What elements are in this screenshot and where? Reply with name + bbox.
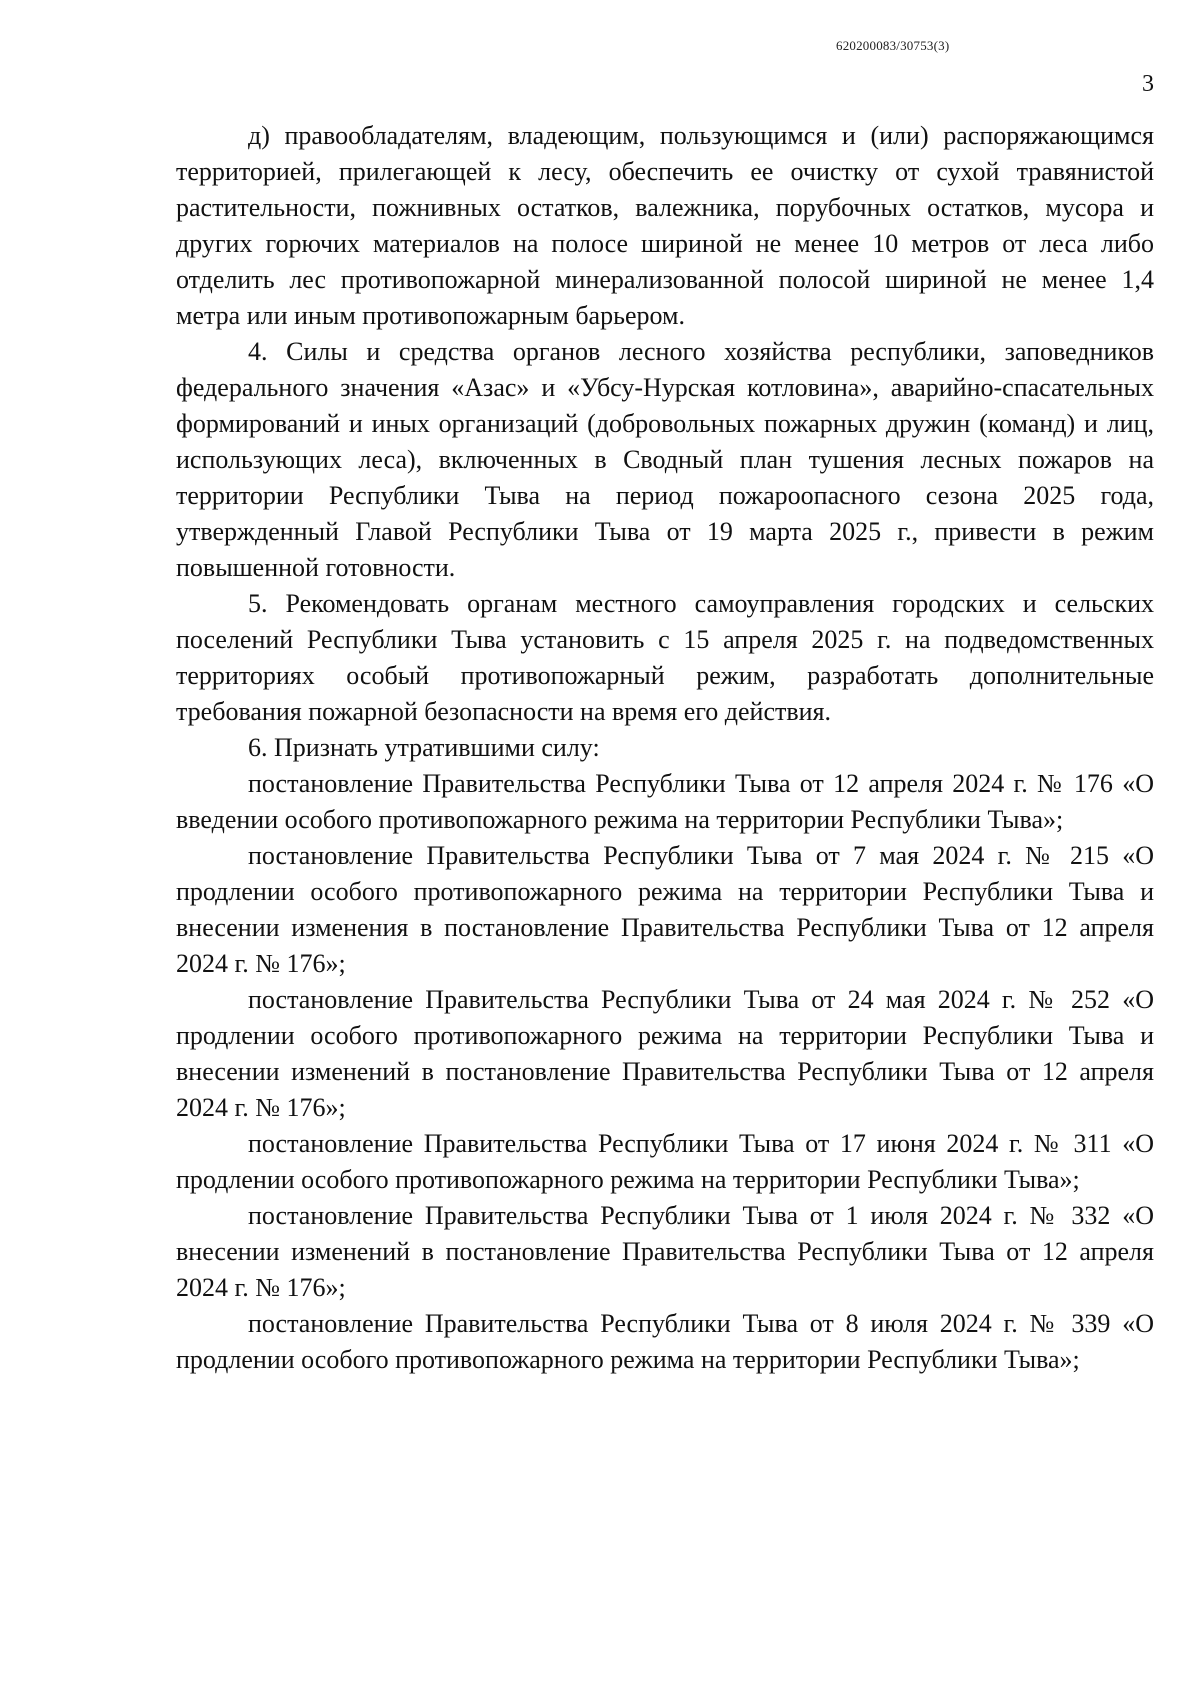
- paragraph-item-4: 4. Силы и средства органов лесного хозяйства республики, заповедников федерального значения «Азас» и «Убсу-Нурская котловина», аварийно-спасательных формирований и иных организаций (добровольных пожарных дружин (команд) и лиц, использующих леса), включенных в Сводный план тушения лесных пожаров на территории Республики Тыва на период пожароопасного сезона 2025 года, утвержденный Главой Республики Тыва от 19 марта 2025 г., привести в режим повышенной готовности.: [176, 337, 1154, 582]
- paragraph-item-6: 6. Признать утратившими силу:: [248, 733, 600, 762]
- paragraph-resolution-252: постановление Правительства Республики Тыва от 24 мая 2024 г. № 252 «О продлении особого противопожарного режима на территории Республики Тыва и внесении изменений в постановление Правительства Республики Тыва от 12 апреля 2024 г. № 176»;: [176, 985, 1154, 1122]
- page-number: 3: [1142, 71, 1154, 97]
- paragraph-resolution-339: постановление Правительства Республики Тыва от 8 июля 2024 г. № 339 «О продлении особого противопожарного режима на территории Республики Тыва»;: [176, 1309, 1154, 1374]
- paragraph-resolution-215: постановление Правительства Республики Тыва от 7 мая 2024 г. № 215 «О продлении особого противопожарного режима на территории Республики Тыва и внесении изменения в постановление Правительства Республики Тыва от 12 апреля 2024 г. № 176»;: [176, 841, 1154, 978]
- paragraph-resolution-176: постановление Правительства Республики Тыва от 12 апреля 2024 г. № 176 «О введении особого противопожарного режима на территории Республики Тыва»;: [176, 769, 1154, 834]
- paragraph-item-5: 5. Рекомендовать органам местного самоуправления городских и сельских поселений Республики Тыва установить с 15 апреля 2025 г. на подведомственных территориях особый противопожарный режим, разработать дополнительные требования пожарной безопасности на время его действия.: [176, 589, 1154, 726]
- document-id: 620200083/30753(3): [836, 38, 950, 53]
- paragraph-resolution-332: постановление Правительства Республики Тыва от 1 июля 2024 г. № 332 «О внесении изменений в постановление Правительства Республики Тыва от 12 апреля 2024 г. № 176»;: [176, 1201, 1154, 1302]
- document-body: [176, 118, 1154, 1378]
- paragraph-clause-d: д) правообладателям, владеющим, пользующимся и (или) распоряжающимся территорией, прилегающей к лесу, обеспечить ее очистку от сухой травянистой растительности, пожнивных остатков, валежника, порубочных остатков, мусора и других горючих материалов на полосе шириной не менее 10 метров от леса либо отделить лес противопожарной минерализованной полосой шириной не менее 1,4 метра или иным противопожарным барьером.: [176, 121, 1154, 330]
- paragraph-resolution-311: постановление Правительства Республики Тыва от 17 июня 2024 г. № 311 «О продлении особого противопожарного режима на территории Республики Тыва»;: [176, 1129, 1154, 1194]
